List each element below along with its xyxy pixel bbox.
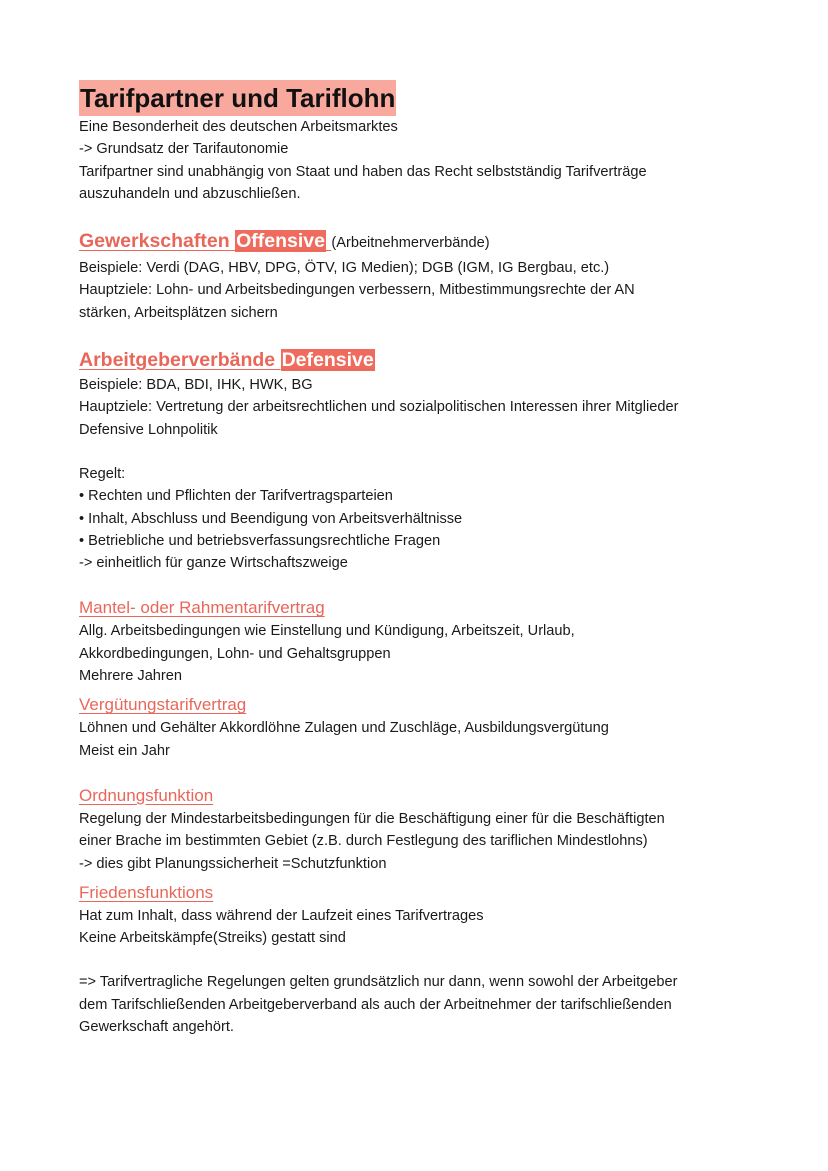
- mantel-heading: Mantel- oder Rahmentarifvertrag: [79, 598, 325, 618]
- verguetung-line: Meist ein Jahr: [79, 742, 170, 759]
- conclusion-line: => Tarifvertragliche Regelungen gelten grundsätzlich nur dann, wenn sowohl der Arbeitgeber: [79, 974, 678, 991]
- ordnung-line: -> dies gibt Planungssicherheit =Schutzfunktion: [79, 855, 387, 872]
- intro-line: Eine Besonderheit des deutschen Arbeitsmarktes: [79, 119, 398, 135]
- regelt-item: • Rechten und Pflichten der Tarifvertragsparteien: [79, 488, 393, 505]
- verguetung-heading: Vergütungstarifvertrag: [79, 695, 247, 715]
- frieden-heading: Friedensfunktions: [79, 882, 214, 902]
- conclusion-line: Gewerkschaft angehört.: [79, 1019, 234, 1036]
- arbeitgeber-heading: [79, 346, 759, 374]
- defensive-tag: Defensive: [281, 349, 374, 372]
- offensive-tag: Offensive: [236, 230, 325, 253]
- gewerkschaften-heading: [79, 227, 759, 257]
- regelt-note: -> einheitlich für ganze Wirtschaftszweige: [79, 555, 348, 572]
- regelt-label: Regelt:: [79, 465, 126, 482]
- ordnung-line: Regelung der Mindestarbeitsbedingungen für die Beschäftigung einer für die Beschäftigten: [79, 810, 665, 827]
- gewerkschaften-line: stärken, Arbeitsplätzen sichern: [79, 304, 278, 321]
- verguetung-line: Löhnen und Gehälter Akkordlöhne Zulagen und Zuschläge, Ausbildungsvergütung: [79, 720, 609, 737]
- gewerkschaften-paren: (Arbeitnehmerverbände): [331, 235, 490, 252]
- conclusion-line: dem Tarifschließenden Arbeitgeberverband als auch der Arbeitnehmer der tarifschließenden: [79, 996, 672, 1013]
- document-page: [79, 80, 759, 1038]
- ordnung-heading: Ordnungsfunktion: [79, 785, 214, 805]
- arbeitgeber-line: Defensive Lohnpolitik: [79, 421, 218, 438]
- intro-line: -> Grundsatz der Tarifautonomie: [79, 141, 289, 158]
- gewerkschaften-line: Hauptziele: Lohn- und Arbeitsbedingungen verbessern, Mitbestimmungsrechte der AN: [79, 282, 635, 299]
- arbeitgeber-heading-text: Arbeitgeberverbände: [79, 349, 276, 372]
- arbeitgeber-line: Beispiele: BDA, BDI, IHK, HWK, BG: [79, 377, 313, 394]
- mantel-line: Allg. Arbeitsbedingungen wie Einstellung und Kündigung, Arbeitszeit, Urlaub,: [79, 623, 575, 640]
- frieden-line: Keine Arbeitskämpfe(Streiks) gestatt sind: [79, 930, 346, 947]
- regelt-item: • Betriebliche und betriebsverfassungsrechtliche Fragen: [79, 532, 441, 549]
- gewerkschaften-line: Beispiele: Verdi (DAG, HBV, DPG, ÖTV, IG Medien); DGB (IGM, IG Bergbau, etc.): [79, 260, 610, 277]
- mantel-line: Mehrere Jahren: [79, 668, 183, 685]
- regelt-item: • Inhalt, Abschluss und Beendigung von Arbeitsverhältnisse: [79, 510, 463, 527]
- page-title: Tarifpartner und Tariflohn: [79, 80, 396, 116]
- frieden-line: Hat zum Inhalt, dass während der Laufzeit eines Tarifvertrages: [79, 907, 484, 924]
- mantel-line: Akkordbedingungen, Lohn- und Gehaltsgruppen: [79, 645, 391, 662]
- arbeitgeber-line: Hauptziele: Vertretung der arbeitsrechtlichen und sozialpolitischen Interessen ihrer Mitglieder: [79, 399, 679, 416]
- intro-line: auszuhandeln und abzuschließen.: [79, 185, 301, 202]
- ordnung-line: einer Brache im bestimmten Gebiet (z.B. durch Festlegung des tariflichen Mindestlohns): [79, 833, 648, 850]
- intro-line: Tarifpartner sind unabhängig von Staat und haben das Recht selbstständig Tarifverträge: [79, 163, 647, 180]
- gewerkschaften-heading-text: Gewerkschaften: [79, 230, 230, 253]
